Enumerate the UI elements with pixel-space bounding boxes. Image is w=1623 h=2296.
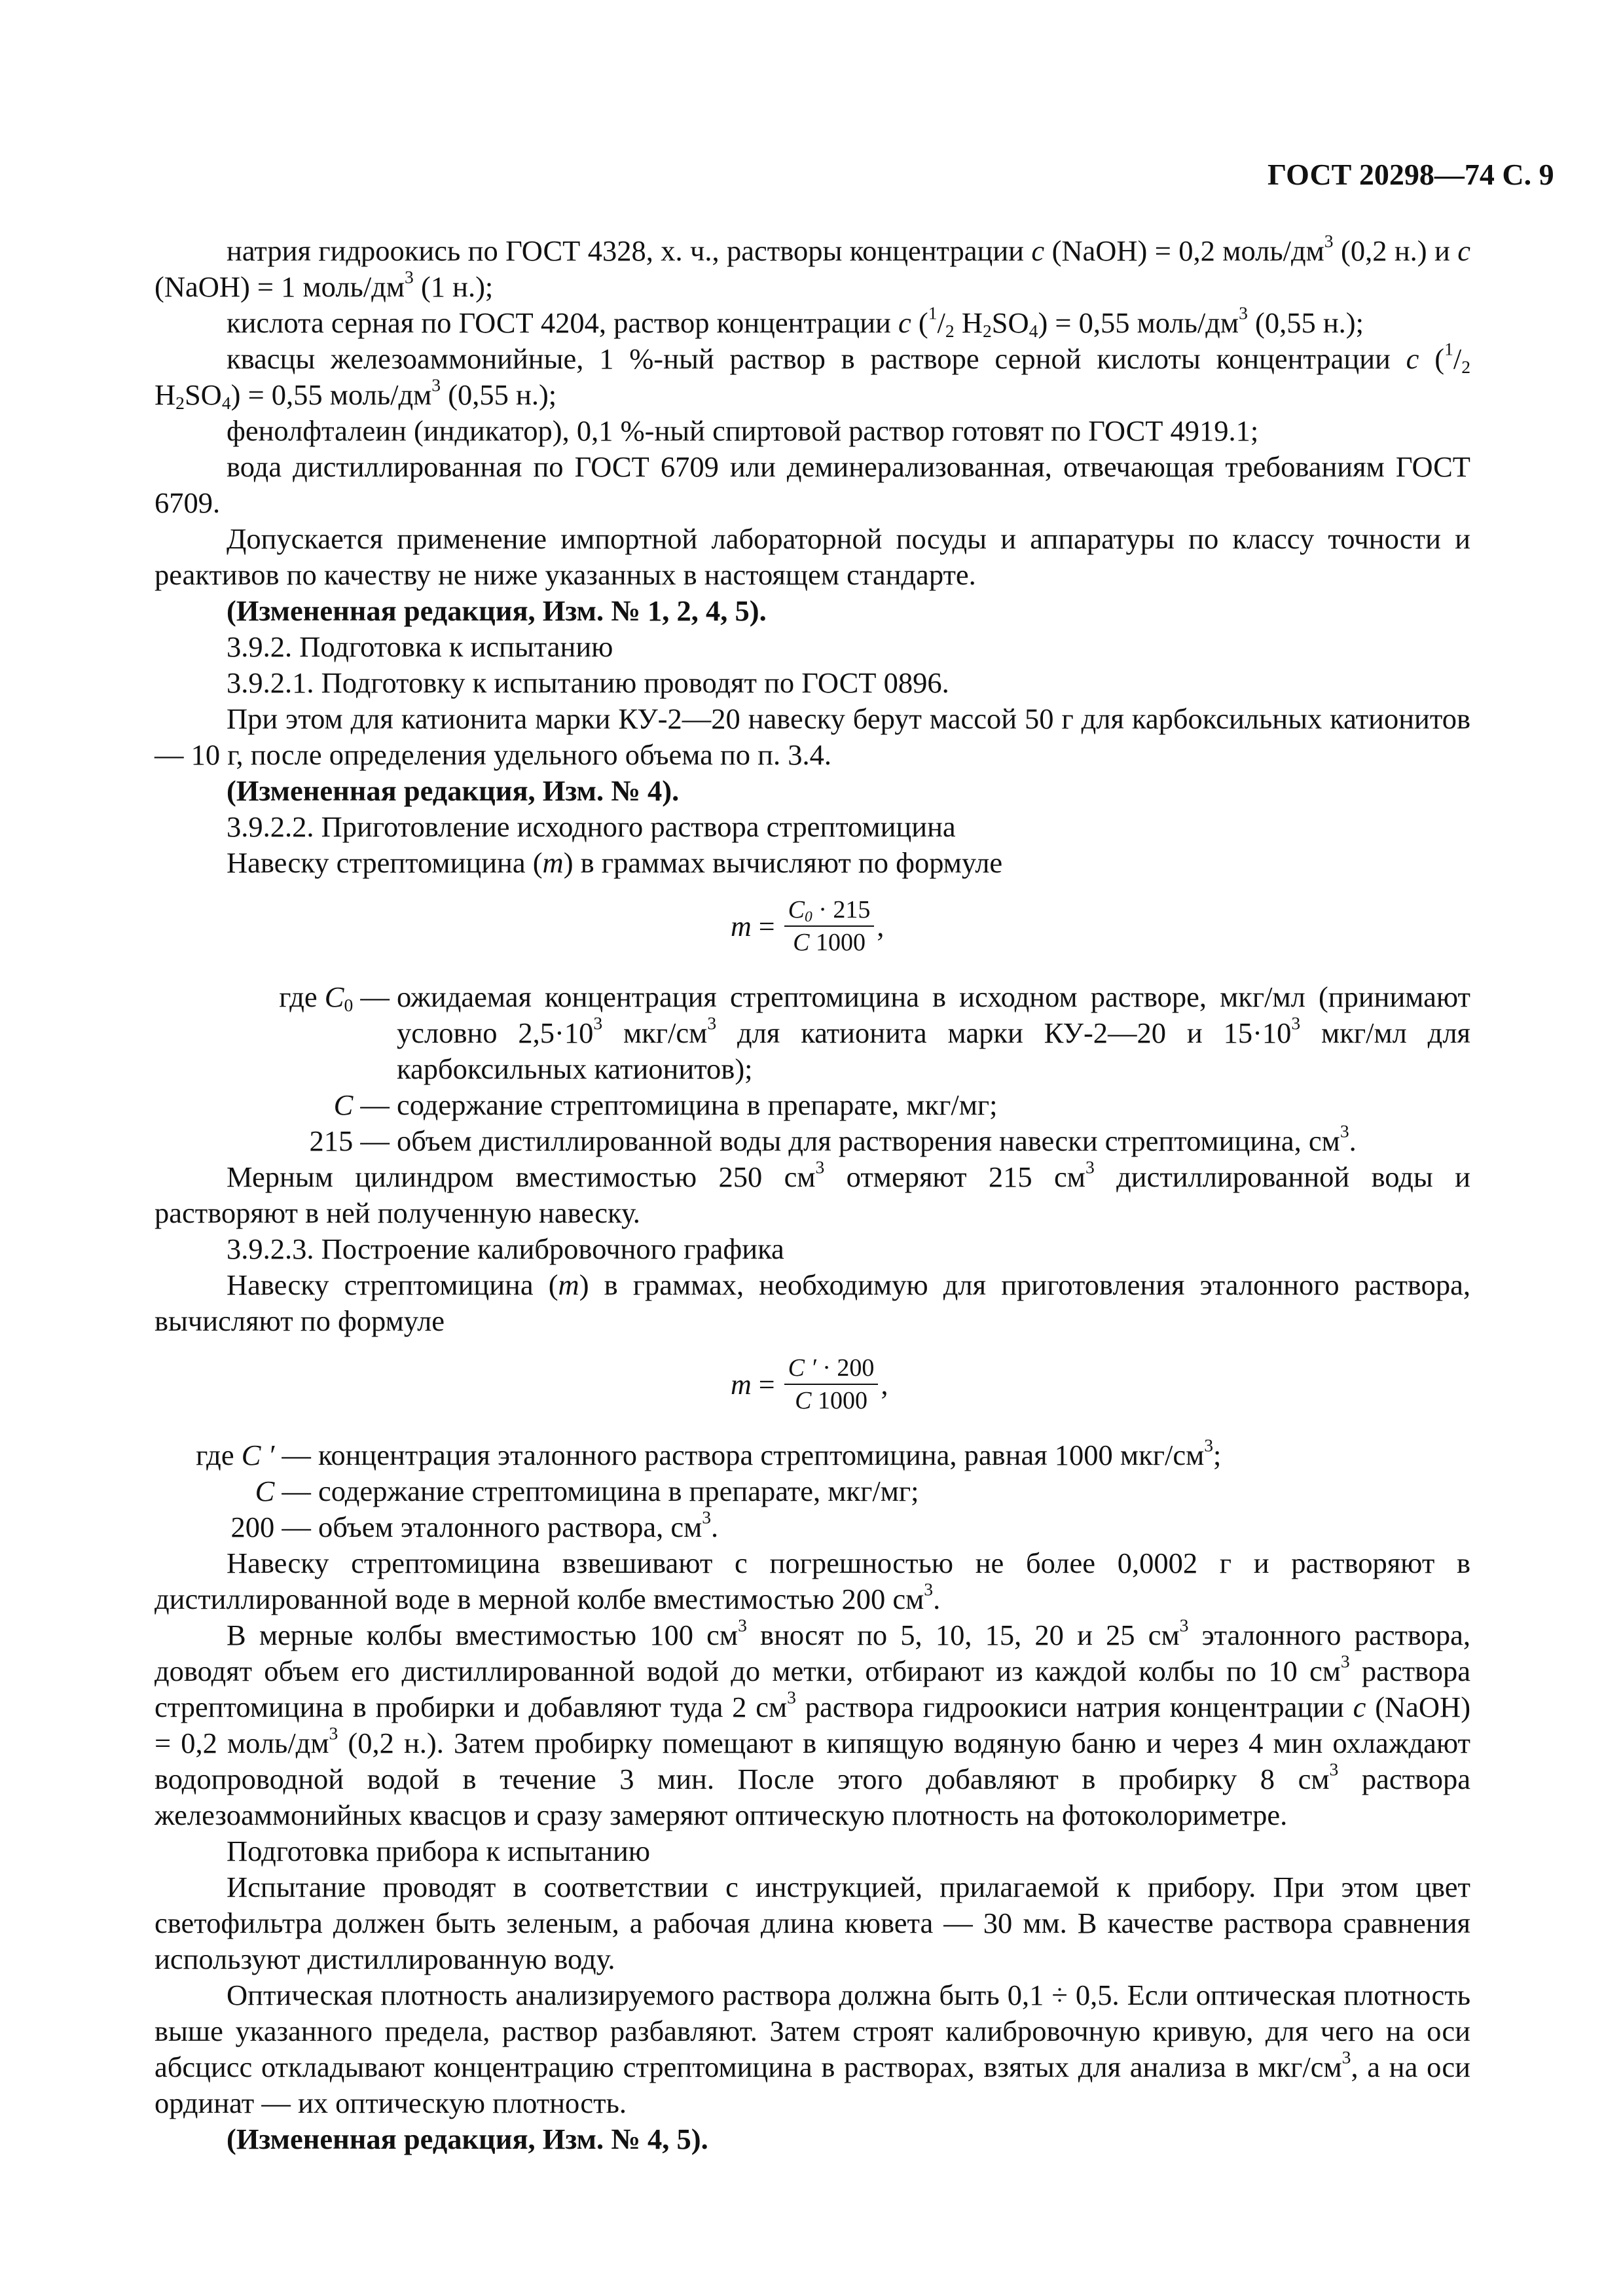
paragraph-cylinder: Мерным цилиндром вместимостью 250 $см^3$ отмеряют 215 $см^3$ дистиллированной воды и растворяют в ней полученную навеску. bbox=[155, 1157, 1470, 1229]
legend-2 bbox=[155, 1437, 1470, 1545]
formula-2: m = $\frac{C ' \cdot 200}{C 1000}$ , bbox=[731, 1354, 888, 1414]
paragraph-revision-3: (Измененная редакция, Изм. № 4, 5). bbox=[227, 2123, 708, 2155]
legend-2-200: 200 — объем эталонного раствора, $см^3$. bbox=[230, 1507, 719, 1543]
paragraph-naoh: натрия гидроокись по ГОСТ 4328, х. ч., растворы концентрации c (NaOH) = 0,2 моль/$дм^3$ (0,2 н.) и c (NaOH) = 1 моль/$дм^3$ (1 н.); bbox=[155, 230, 1470, 303]
section-3-9-2-2: 3.9.2.2. Приготовление исходного раствора стрептомицина bbox=[227, 810, 956, 843]
subheading-instrument: Подготовка прибора к испытанию bbox=[227, 1835, 651, 1867]
paragraph-revision-1: (Измененная редакция, Изм. № 1, 2, 4, 5). bbox=[227, 594, 767, 627]
legend-1-c: C — содержание стрептомицина в препарате, мкг/мг; bbox=[333, 1088, 998, 1121]
legend-1 bbox=[155, 979, 1470, 1159]
section-3-9-2-1: 3.9.2.1. Подготовку к испытанию проводят по ГОСТ 0896. bbox=[227, 666, 949, 699]
legend-2-cprime: где C ′ — концентрация эталонного раствора стрептомицина, равная 1000 мкг/$см^3$; bbox=[196, 1435, 1222, 1471]
paragraph-weighing: Навеску стрептомицина взвешивают с погрешностью не более 0,0002 г и растворяют в дистиллированной воде в мерной колбе вместимостью 200 $см^3$. bbox=[155, 1547, 1470, 1615]
section-3-9-2-3: 3.9.2.3. Построение калибровочного графика bbox=[227, 1232, 784, 1265]
paragraph-optical-density: Оптическая плотность анализируемого раствора должна быть 0,1 ÷ 0,5. Если оптическая плотность выше указанного предела, раствор разбавляют. Затем строят калибровочную кривую, для чего на оси абсцисс откладывают концентрацию стрептомицина в растворах, взятых для анализа в мкг/$см^3$, а на оси ординат — их оптическую плотность. bbox=[155, 1979, 1470, 2119]
paragraph-import: Допускается применение импортной лабораторной посуды и аппаратуры по классу точности и реактивов по качеству не ниже указанных в настоящем стандарте. bbox=[155, 522, 1470, 591]
legend-1-215: 215 — объем дистиллированной воды для растворения навески стрептомицина, $см^3$. bbox=[309, 1121, 1357, 1157]
paragraph-revision-2: (Измененная редакция, Изм. № 4). bbox=[227, 774, 680, 807]
page-header: ГОСТ 20298—74 С. 9 bbox=[1267, 158, 1554, 191]
paragraph-cation-exchanger: При этом для катионита марки КУ-2—20 навеску берут массой 50 г для карбоксильных катионитов — 10 г, после определения удельного объема по п. 3.4. bbox=[155, 702, 1470, 771]
paragraph-phenolphthalein: фенолфталеин (индикатор), 0,1 %-ный спиртовой раствор готовят по ГОСТ 4919.1; bbox=[227, 414, 1259, 447]
section-3-9-2: 3.9.2. Подготовка к испытанию bbox=[227, 630, 613, 663]
paragraph-water: вода дистиллированная по ГОСТ 6709 или деминерализованная, отвечающая требованиям ГОСТ 6709. bbox=[155, 450, 1470, 519]
paragraph-formula-intro-1: Навеску стрептомицина (m) в граммах вычисляют по формуле bbox=[227, 846, 1003, 879]
formula-1: m = $\frac{C_0 \cdot 215}{C 1000}$ , bbox=[731, 896, 884, 956]
paragraph-sulfuric-acid: кислота серная по ГОСТ 4204, раствор концентрации c ($^1/_2$ $H_2SO_4) = 0,55$ моль/$дм^3$ (0,55 н.); bbox=[227, 302, 1364, 341]
legend-2-c: C — содержание стрептомицина в препарате, мкг/мг; bbox=[255, 1475, 919, 1507]
legend-1-c0: где $C_0$ — ожидаемая концентрация стрептомицина в исходном растворе, мкг/мл (принимают условно $2,5\cdot 10^3$ мкг/$см^3$ для катионита марки КУ-2—20 и $15\cdot 10^3$ мкг/мл для карбоксильных катионитов); bbox=[279, 980, 1471, 1085]
paragraph-formula-intro-2: Навеску стрептомицина (m) в граммах, необходимую для приготовления эталонного раствора, вычисляют по формуле bbox=[155, 1268, 1470, 1337]
paragraph-flasks: В мерные колбы вместимостью 100 $см^3$ вносят по 5, 10, 15, 20 и 25 $см^3$ эталонного раствора, доводят объем его дистиллированной водой до метки, отбирают из каждой колбы по 10 $см^3$ раствора стрептомицина в пробирки и добавляют туда 2 $см^3$ раствора гидроокиси натрия концентрации c (NaOH) = 0,2 моль/$дм^3$ (0,2 н.). Затем пробирку помещают в кипящую водяную баню и через 4 мин охлаждают водопроводной водой в течение 3 мин. После этого добавляют в пробирку 8 $см^3$ раствора железоаммонийных квасцов и сразу замеряют оптическую плотность на фотоколориметре. bbox=[155, 1615, 1471, 1831]
paragraph-instrument: Испытание проводят в соответствии с инструкцией, прилагаемой к прибору. При этом цвет светофильтра должен быть зеленым, а рабочая длина кювета — 30 мм. В качестве раствора сравнения используют дистиллированную воду. bbox=[155, 1871, 1470, 1975]
document-body bbox=[155, 230, 1471, 2157]
paragraph-alum: квасцы железоаммонийные, 1 %-ный раствор в растворе серной кислоты концентрации c ($^1/_2$ $H_2SO_4) = 0,55$ моль/$дм^3$ (0,55 н.); bbox=[155, 338, 1471, 413]
